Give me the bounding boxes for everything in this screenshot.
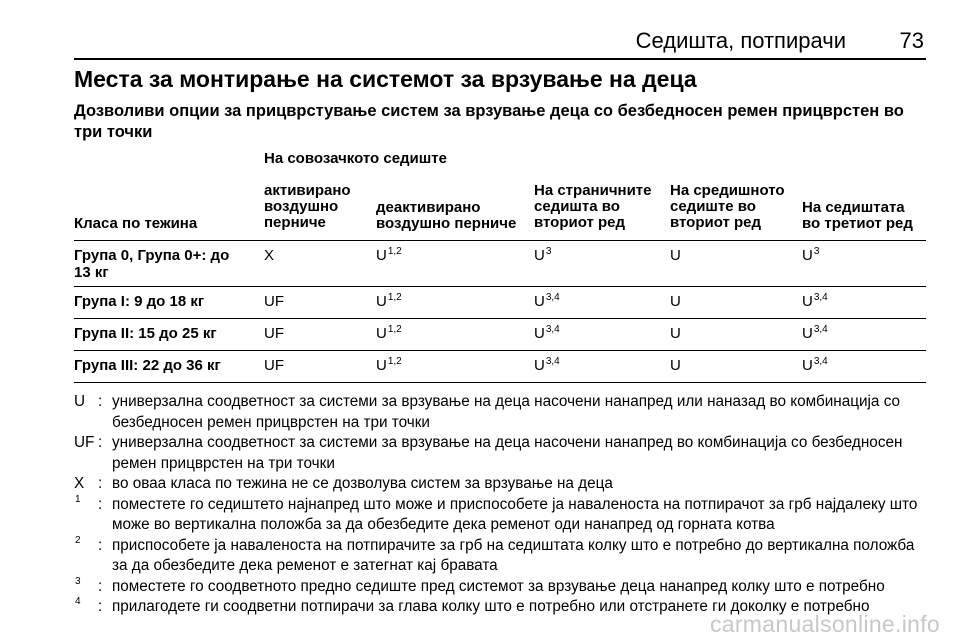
table-caption: Дозволиви опции за прицврстување систем за врзување деца со безбедносен ремен прицврстен во три точки [74, 102, 904, 141]
cell-outer-second-row: U$^{3,4}$ [534, 356, 560, 374]
footnote-key: UF [74, 434, 95, 451]
cell-third-row: U$^{3,4}$ [802, 324, 828, 342]
footnote-text: во оваа класа по тежина не се дозволува систем за врзување на деца [112, 475, 613, 492]
col-header-outer-second-row: На страничните седишта во вториот ред [534, 182, 652, 231]
footnote-text: прилагодете ги соодветни потпирачи за глава колку што е потребно или отстранете ги доколку е потребно [112, 598, 870, 615]
over-header: На совозачкото седиште [264, 150, 447, 167]
row-weight-class: Група III: 22 до 36 кг [74, 357, 221, 374]
footnote-text: поместете го седиштето најнапред што може и приспособете ја навалeноста на потпирачот за грб најдалеку што може во вертикална положба за да обезбедите дека ременот оди нанапред од горната котва [112, 495, 918, 533]
cell-airbag-on: UF [264, 293, 284, 310]
table-rule [74, 382, 926, 383]
page-header [74, 22, 926, 60]
footnote-text: поместете го соодветното предно седиште пред системот за врзување деца нанапред колку што е потребно [112, 577, 885, 595]
footnote-key: 3 [75, 575, 81, 587]
footnotes [74, 392, 926, 618]
footnote-key: U [74, 393, 86, 410]
footnote-key: 4 [75, 596, 81, 607]
cell-airbag-off: U$^{1,2}$ [376, 292, 402, 310]
cell-airbag-on: UF [264, 357, 284, 374]
footnote-item: $^1$ : поместете го седиштето најнапред што може и приспособете ја навалeноста на потпирачот за грб најдалеку што може во вертикална положба за да обезбедите дека ременот оди нанапред од горната котва [74, 495, 926, 536]
footnote-key: 2 [75, 534, 81, 546]
footnote-key: 1 [75, 493, 81, 505]
footnote-item: X : во оваа класа по тежина не се дозволува систем за врзување на деца [74, 474, 926, 495]
cell-outer-second-row: U$^{3,4}$ [534, 324, 560, 342]
row-weight-class: Група I: 9 до 18 кг [74, 293, 205, 310]
cell-center-second-row: U [670, 357, 681, 374]
footnote-text: универзална соодветност за системи за врзување на деца насочени нанапред или наназад во комбинација со безбедносен ремен прицврстен на три точки [112, 393, 901, 431]
page-number: 73 [899, 28, 924, 53]
cell-center-second-row: U [670, 247, 681, 264]
cell-center-second-row: U [670, 325, 681, 342]
cell-airbag-on: X [264, 247, 275, 264]
row-weight-class: Група II: 15 до 25 кг [74, 325, 217, 342]
footnote-item: $^4$ : прилагодете ги соодветни потпирачи за глава колку што е потребно или отстранете ги доколку е потребно [74, 597, 926, 618]
footnote-text: приспособете ја навалeноста на потпирачите за грб на седиштата колку што е потребно до вертикална положба за да обезбедите дека ременот е затегнат кај бравата [112, 536, 915, 574]
row-weight-class: Група 0, Група 0+: до 13 кг [74, 247, 230, 281]
page-title: Места за монтирање на системот за врзување на деца [74, 66, 697, 92]
table-rule [74, 350, 926, 351]
cell-airbag-off: U$^{1,2}$ [376, 246, 402, 264]
footnote-item: $^3$ : поместете го соодветното предно седиште пред системот за врзување деца нанапред колку што е потребно [74, 577, 926, 598]
table-rule [74, 318, 926, 319]
watermark: carmanualsonline.info [709, 611, 940, 637]
cell-third-row: $U^3$ [802, 246, 820, 264]
footnote-item: $^2$ : приспособете ја навалeноста на потпирачите за грб на седиштата колку што е потребно до вертикална положба за да обезбедите дека ременот е затегнат кај бравата [74, 536, 926, 577]
cell-airbag-off: U$^{1,2}$ [376, 356, 402, 374]
footnote-text: универзална соодветност за системи за врзување на деца насочени нанапред во комбинација со безбедносен ремен прицврстен на три точки [112, 434, 903, 472]
cell-center-second-row: U [670, 293, 681, 310]
col-header-center-second-row: На средишното седиште во вториот ред [670, 182, 785, 231]
footnote-key: X [74, 475, 85, 492]
col-header-airbag-on: активирано воздушно перниче [264, 182, 351, 231]
cell-outer-second-row: U$^{3,4}$ [534, 292, 560, 310]
cell-airbag-off: U$^{1,2}$ [376, 324, 402, 342]
cell-third-row: U$^{3,4}$ [802, 292, 828, 310]
cell-airbag-on: UF [264, 325, 284, 342]
col-header-third-row: На седиштата во третиот ред [802, 199, 913, 232]
cell-third-row: U$^{3,4}$ [802, 356, 828, 374]
col-header-weight-class: Класа по тежина [74, 215, 198, 232]
section-title: Седишта, потпирачи [635, 28, 846, 53]
footnote-item: UF : универзална соодветност за системи за врзување на деца насочени нанапред во комбинација со безбедносен ремен прицврстен на три точки [74, 433, 926, 474]
col-header-airbag-off: деактивирано воздушно перниче [376, 199, 517, 232]
table-rule [74, 240, 926, 241]
footnote-item: U : универзална соодветност за системи за врзување на деца насочени нанапред или наназад во комбинација со безбедносен ремен прицврстен на три точки [74, 392, 926, 433]
cell-outer-second-row: $U^3$ [534, 246, 552, 264]
table-rule [74, 286, 926, 287]
